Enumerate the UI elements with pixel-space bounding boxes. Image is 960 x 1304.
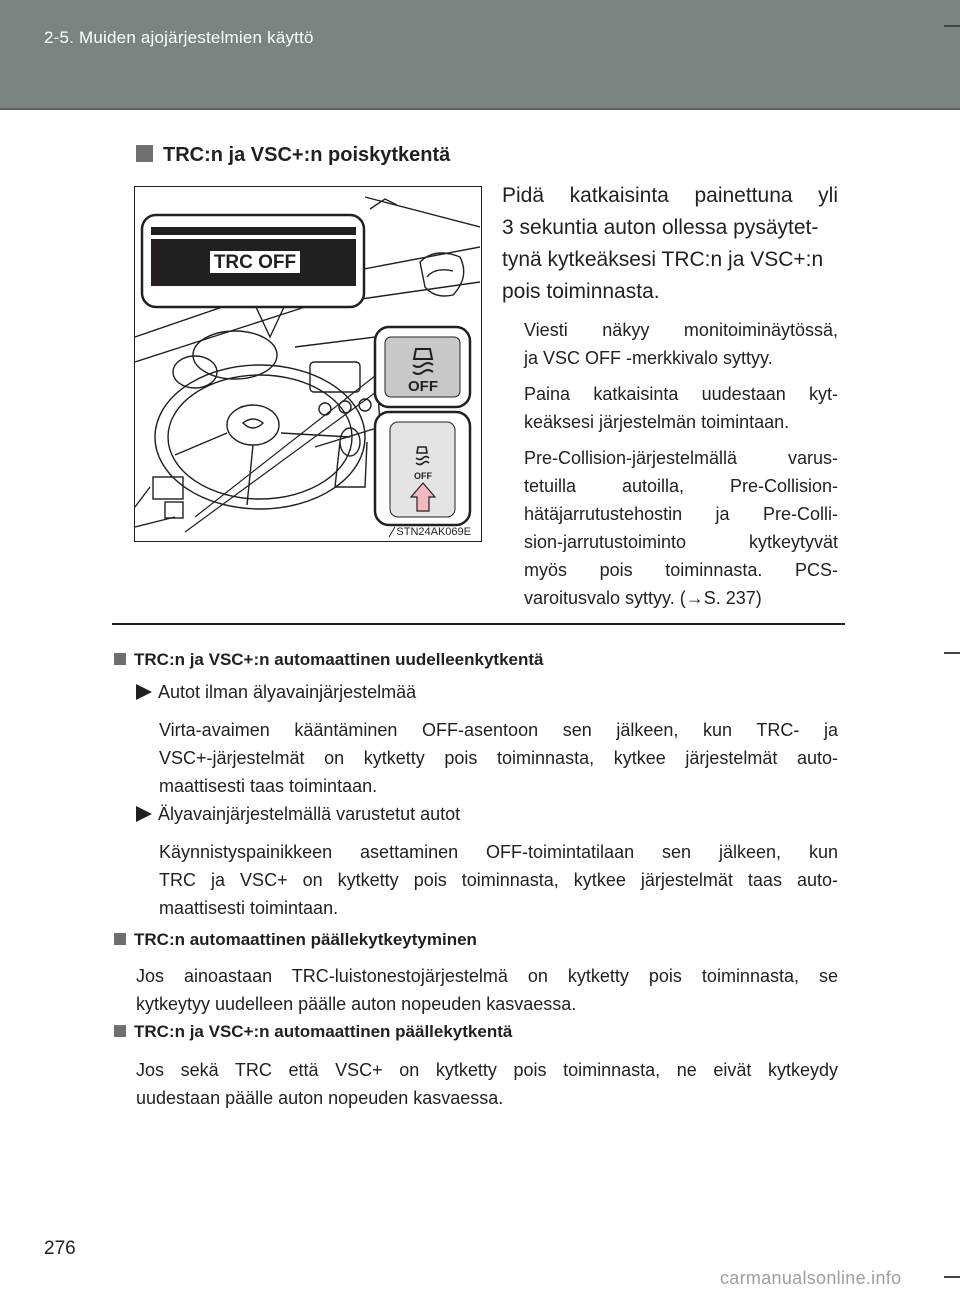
section-heading-text: TRC:n ja VSC+:n automaattinen uudelleenkytkentä [134,650,544,669]
text-line: Virta-avaimen kääntäminen OFF-asentoon sen jälkeen, kun TRC- ja [159,720,838,740]
text-line: myös pois toiminnasta. PCS- [524,560,838,580]
dashboard-illustration [134,186,482,542]
section-heading [114,930,477,950]
text-line: Jos ainoastaan TRC-luistonestojärjestelmä on kytketty pois toiminnasta, se [136,966,838,986]
note-pre-collision [524,444,838,612]
section4-text [136,1056,838,1112]
text-line: tetuilla autoilla, Pre-Collision- [524,476,838,496]
edge-mark [944,1276,960,1278]
text-line: uudestaan päälle auton nopeuden kasvaessa. [136,1088,504,1108]
edge-mark [944,652,960,654]
text-line: Viesti näkyy monitoiminäytössä, [524,320,838,340]
text-line: Pidä katkaisinta painettuna yli [502,184,838,207]
text-line: Paina katkaisinta uudestaan kyt- [524,384,838,404]
item1-text [159,716,838,800]
text-line: maattisesti toimintaan. [159,898,339,918]
section-heading-text: TRC:n automaattinen päällekytkeytyminen [134,930,477,949]
page-number: 276 [44,1238,76,1259]
text-line: tynä kytkeäksesi TRC:n ja VSC+:n [502,248,824,271]
list-item [136,682,416,703]
list-item-title: Älyavainjärjestelmällä varustetut autot [158,804,461,824]
text-line: Käynnistyspainikkeen asettaminen OFF-toimintatilaan sen jälkeen, kun [159,842,838,862]
text-line: hätäjarrutustehostin ja Pre-Colli- [524,504,838,524]
text-line: 3 sekuntia auton ollessa pysäytet- [502,216,819,239]
note-reactivate [524,380,838,436]
square-bullet-icon [114,1025,126,1037]
text-line: sion-jarrutustoiminto kytkeytyvät [524,532,838,552]
small-button-off-label: OFF [414,471,432,481]
list-item-title: Autot ilman älyavainjärjestelmää [158,682,417,702]
text-line: ja VSC OFF -merkkivalo syttyy. [524,348,773,368]
text-line: kytkeytyy uudelleen päälle auton nopeuden kasvaessa. [136,994,577,1014]
text-line: maattisesti taas toimintaan. [159,776,378,796]
section-divider [112,623,845,625]
text-line: keäksesi järjestelmän toimintaan. [524,412,790,432]
site-watermark: carmanualsonline.info [720,1268,902,1288]
square-bullet-icon [114,933,126,945]
text-line: VSC+-järjestelmät on kytketty pois toiminnasta, kytkee järjestelmät auto- [159,748,838,768]
section3-text [136,962,838,1018]
section-heading-text: TRC:n ja VSC+:n poiskytkentä [163,144,451,166]
figure-code: STN24AK069E [396,526,471,538]
text-line: pois toiminnasta. [502,280,660,303]
text-line: varoitusvalo syttyy. (→S. 237) [524,588,762,608]
list-item [136,804,460,825]
text-line: Jos sekä TRC että VSC+ on kytketty pois toiminnasta, ne eivät kytkeydy [136,1060,838,1080]
main-instruction [502,180,838,308]
text-line: Pre-Collision-järjestelmällä varus- [524,448,838,468]
item2-text [159,838,838,922]
trc-off-display-text: TRC OFF [213,252,297,273]
button-off-label: OFF [408,378,438,395]
text-line: TRC ja VSC+ on kytketty pois toiminnasta, kytkee järjestelmät taas auto- [159,870,838,890]
triangle-bullet-icon [136,684,152,700]
car-interior-drawing [135,187,480,540]
note-message [524,316,838,372]
section-heading [114,650,544,670]
edge-mark [944,25,960,27]
chapter-title: 2-5. Muiden ajojärjestelmien käyttö [44,28,314,47]
header-divider [0,108,960,110]
square-bullet-icon [136,145,153,162]
page-header [0,0,960,108]
section-heading-text: TRC:n ja VSC+:n automaattinen päällekytkentä [134,1022,513,1041]
triangle-bullet-icon [136,806,152,822]
section-heading [136,144,450,167]
square-bullet-icon [114,653,126,665]
section-heading [114,1022,512,1042]
